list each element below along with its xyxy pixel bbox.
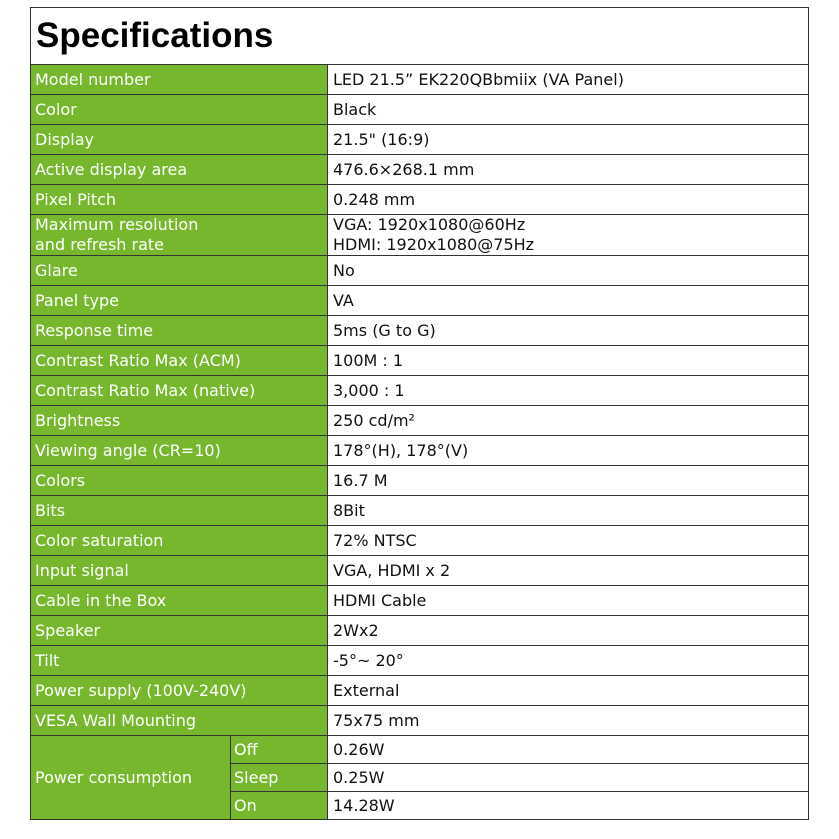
spec-row (31, 155, 809, 185)
specifications-table (30, 7, 809, 820)
spec-value: VA (328, 286, 809, 316)
spec-row (31, 256, 809, 286)
spec-label: Maximum resolution and refresh rate (31, 215, 328, 256)
power-consumption-label: Power consumption (31, 736, 231, 820)
spec-value: 16.7 M (328, 466, 809, 496)
spec-value: 250 cd/m² (328, 406, 809, 436)
spec-label: Pixel Pitch (31, 185, 328, 215)
spec-label: Panel type (31, 286, 328, 316)
spec-label: Glare (31, 256, 328, 286)
power-value: 0.26W (328, 736, 809, 764)
spec-value: LED 21.5” EK220QBbmiix (VA Panel) (328, 65, 809, 95)
spec-value: 5ms (G to G) (328, 316, 809, 346)
spec-label: Cable in the Box (31, 586, 328, 616)
spec-label: Viewing angle (CR=10) (31, 436, 328, 466)
spec-value: Black (328, 95, 809, 125)
spec-row (31, 406, 809, 436)
power-row (31, 736, 809, 764)
spec-row (31, 646, 809, 676)
spec-label: Color saturation (31, 526, 328, 556)
spec-label: Bits (31, 496, 328, 526)
spec-row (31, 706, 809, 736)
spec-row (31, 496, 809, 526)
spec-label: Display (31, 125, 328, 155)
spec-row (31, 466, 809, 496)
spec-value: No (328, 256, 809, 286)
spec-label: Tilt (31, 646, 328, 676)
spec-label: Color (31, 95, 328, 125)
spec-row (31, 586, 809, 616)
spec-value: 2Wx2 (328, 616, 809, 646)
spec-value: 72% NTSC (328, 526, 809, 556)
spec-value: HDMI Cable (328, 586, 809, 616)
spec-value: VGA, HDMI x 2 (328, 556, 809, 586)
power-value: 0.25W (328, 764, 809, 792)
power-mode-label: On (231, 792, 328, 820)
page-title: Specifications (31, 8, 809, 65)
spec-row (31, 436, 809, 466)
spec-value: -5°~ 20° (328, 646, 809, 676)
spec-label: Active display area (31, 155, 328, 185)
spec-row (31, 676, 809, 706)
spec-value: 0.248 mm (328, 185, 809, 215)
spec-row (31, 526, 809, 556)
spec-value: 178°(H), 178°(V) (328, 436, 809, 466)
spec-label: Input signal (31, 556, 328, 586)
spec-value: 476.6×268.1 mm (328, 155, 809, 185)
power-mode-label: Sleep (231, 764, 328, 792)
spec-row (31, 215, 809, 256)
power-value: 14.28W (328, 792, 809, 820)
spec-label: Power supply (100V-240V) (31, 676, 328, 706)
spec-label: Model number (31, 65, 328, 95)
spec-row (31, 125, 809, 155)
spec-row (31, 95, 809, 125)
spec-value: 21.5" (16:9) (328, 125, 809, 155)
spec-row (31, 616, 809, 646)
spec-value: 75x75 mm (328, 706, 809, 736)
spec-label: Colors (31, 466, 328, 496)
spec-value: External (328, 676, 809, 706)
spec-row (31, 185, 809, 215)
spec-row (31, 286, 809, 316)
spec-label: Brightness (31, 406, 328, 436)
spec-label: Response time (31, 316, 328, 346)
spec-row (31, 346, 809, 376)
spec-row (31, 376, 809, 406)
spec-label: Contrast Ratio Max (native) (31, 376, 328, 406)
spec-label: VESA Wall Mounting (31, 706, 328, 736)
spec-label: Speaker (31, 616, 328, 646)
spec-value: VGA: 1920x1080@60Hz HDMI: 1920x1080@75Hz (328, 215, 809, 256)
spec-value: 3,000 : 1 (328, 376, 809, 406)
power-mode-label: Off (231, 736, 328, 764)
spec-value: 8Bit (328, 496, 809, 526)
spec-label: Contrast Ratio Max (ACM) (31, 346, 328, 376)
spec-row (31, 316, 809, 346)
spec-value: 100M : 1 (328, 346, 809, 376)
spec-row (31, 556, 809, 586)
spec-row (31, 65, 809, 95)
